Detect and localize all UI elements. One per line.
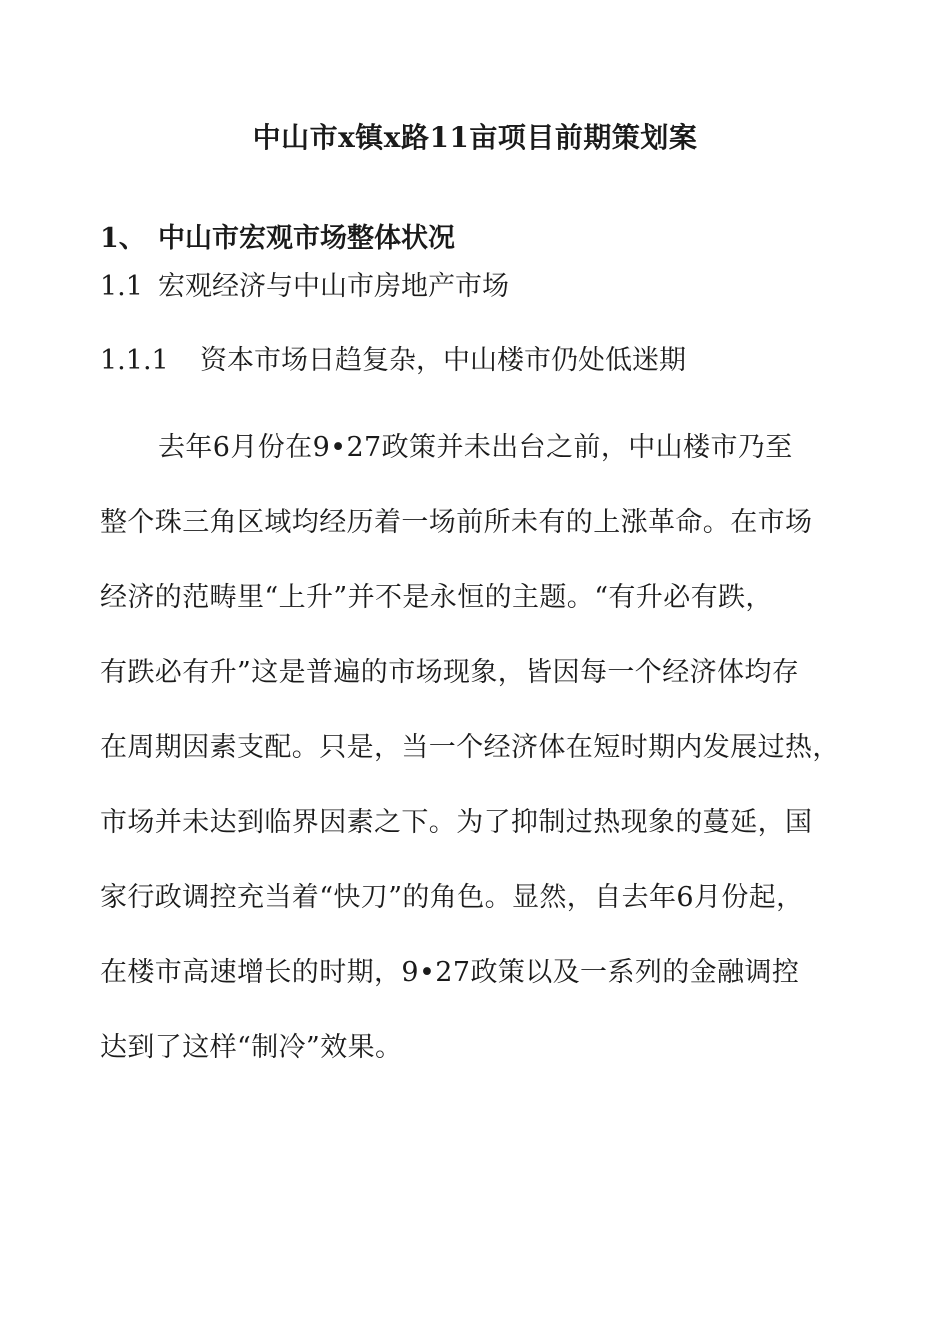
paragraph-line: 市场并未达到临界因素之下。为了抑制过热现象的蔓延，国 <box>100 807 813 838</box>
paragraph-line: 在楼市高速增长的时期，9•27政策以及一系列的金融调控 <box>100 957 800 988</box>
paragraph-line: 有跌必有升”这是普遍的市场现象，皆因每一个经济体均存 <box>100 657 800 688</box>
section-heading-1 <box>100 220 455 258</box>
section-heading-1-1-1 <box>100 342 686 380</box>
paragraph-line: 家行政调控充当着“快刀”的角色。显然，自去年6月份起， <box>100 882 804 913</box>
section-number-1-1-1: 1.1.1 <box>100 345 169 376</box>
paragraph-line: 经济的范畴里“上升”并不是永恒的主题。“有升必有跌， <box>100 582 773 613</box>
document-title: 中山市x镇x路11亩项目前期策划案 <box>252 121 698 154</box>
paragraph-line: 去年6月份在9•27政策并未出台之前，中山楼市乃至 <box>158 432 793 463</box>
paragraph-line: 在周期因素支配。只是，当一个经济体在短时期内发展过热， <box>100 732 840 763</box>
section-title-1-1-1: 资本市场日趋复杂，中山楼市仍处低迷期 <box>200 345 686 376</box>
section-number-1-1: 1.1 <box>100 271 143 302</box>
section-number-1: 1、 <box>100 223 146 254</box>
section-title-1-1: 宏观经济与中山市房地产市场 <box>158 271 509 302</box>
paragraph-line: 整个珠三角区域均经历着一场前所未有的上涨革命。在市场 <box>100 507 813 538</box>
section-heading-1-1 <box>100 268 509 306</box>
body-paragraph <box>100 420 860 1095</box>
section-title-1: 中山市宏观市场整体状况 <box>158 223 455 254</box>
paragraph-line: 达到了这样“制冷”效果。 <box>100 1032 403 1063</box>
